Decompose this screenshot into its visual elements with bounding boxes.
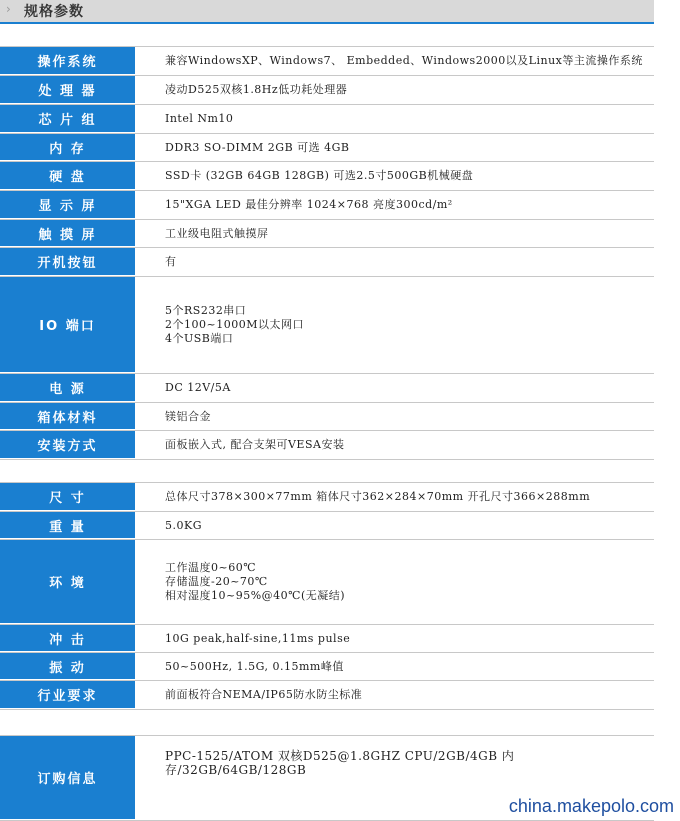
spec-value (165, 105, 654, 133)
spec-value (165, 625, 654, 652)
spec-row (0, 653, 654, 681)
spec-value-line: 15"XGA LED 最佳分辨率 1024×768 亮度300cd/m² (165, 198, 453, 211)
spec-value (165, 653, 654, 680)
spec-row (0, 220, 654, 248)
spec-label: 芯 片 组 (0, 105, 135, 133)
spec-label: 重 量 (0, 512, 135, 539)
spec-title: 规格参数 (24, 4, 84, 20)
spec-value (165, 540, 654, 624)
spec-value (165, 248, 654, 276)
spec-value-line: 5.0KG (165, 518, 202, 532)
spec-value (165, 512, 654, 539)
spec-label: 内 存 (0, 134, 135, 161)
spec-value-line: 工业级电阻式触摸屏 (165, 226, 269, 240)
spec-value (165, 483, 654, 511)
spec-label: 电 源 (0, 374, 135, 402)
spec-value (165, 403, 654, 430)
spec-row (0, 512, 654, 540)
spec-value-line: Intel Nm10 (165, 112, 234, 125)
spec-label: 触 摸 屏 (0, 220, 135, 247)
spec-value-line: SSD卡 (32GB 64GB 128GB) 可选2.5寸500GB机械硬盘 (165, 169, 474, 182)
spec-value (165, 374, 654, 402)
spec-value (165, 681, 654, 709)
spec-label: IO 端口 (0, 277, 135, 373)
spec-value-line: 5个RS232串口 (165, 304, 247, 317)
spec-label: 订购信息 (0, 736, 135, 820)
spec-label: 振 动 (0, 653, 135, 680)
spec-label: 操作系统 (0, 47, 135, 75)
spec-value (165, 162, 654, 190)
watermark: china.makepolo.com (508, 796, 674, 816)
spec-value-line: 镁铝合金 (165, 409, 211, 423)
spec-row (0, 76, 654, 105)
spec-row (0, 540, 654, 625)
spec-row (0, 625, 654, 653)
spec-value-line: DC 12V/5A (165, 381, 231, 394)
spec-label: 冲 击 (0, 625, 135, 652)
spec-label: 安装方式 (0, 431, 135, 459)
spec-value-line: DDR3 SO-DIMM 2GB 可选 4GB (165, 140, 350, 154)
spec-value-line: 总体尺寸378×300×77mm 箱体尺寸362×284×70mm 开孔尺寸366×288mm (165, 490, 591, 503)
spec-row (0, 105, 654, 134)
spec-table-system (0, 46, 654, 460)
spec-row (0, 248, 654, 277)
spec-value (165, 431, 654, 459)
spec-value-line: 10G peak,half-sine,11ms pulse (165, 631, 351, 645)
spec-label: 环 境 (0, 540, 135, 624)
spec-value-line: 工作温度0~60℃ (165, 561, 257, 574)
spec-value (165, 134, 654, 161)
spec-value (165, 191, 654, 219)
spec-row (0, 374, 654, 403)
spec-value (165, 220, 654, 247)
spec-row (0, 162, 654, 191)
spec-row (0, 681, 654, 710)
spec-value-line: 凌动D525双核1.8Hz低功耗处理器 (165, 83, 348, 96)
spec-header-bar (0, 0, 654, 24)
spec-value-line: 兼容WindowsXP、Windows7、 Embedded、Windows2000以及Linux等主流操作系统 (165, 54, 643, 67)
spec-label: 处 理 器 (0, 76, 135, 104)
spec-value (165, 277, 654, 373)
spec-label: 显 示 屏 (0, 191, 135, 219)
spec-label: 箱体材料 (0, 403, 135, 430)
spec-label: 开机按钮 (0, 248, 135, 276)
spec-table-physical (0, 482, 654, 710)
spec-row (0, 482, 654, 512)
spec-value-line: 2个100~1000M以太网口 (165, 318, 304, 331)
spec-value-line: PPC-1525/ATOM 双核D525@1.8GHZ CPU/2GB/4GB 内存/32GB/64GB/128GB (165, 749, 515, 777)
spec-value-line: 4个USB端口 (165, 332, 234, 345)
spec-row (0, 431, 654, 460)
spec-value (165, 76, 654, 104)
spec-row (0, 277, 654, 374)
spec-value-line: 前面板符合NEMA/IP65防水防尘标准 (165, 688, 363, 701)
spec-value-line: 相对湿度10~95%@40℃(无凝结) (165, 589, 346, 602)
spec-row (0, 134, 654, 162)
spec-value-line: 存储温度-20~70℃ (165, 575, 268, 588)
spec-value-line: 有 (165, 255, 177, 268)
spec-row (0, 46, 654, 76)
spec-row (0, 191, 654, 220)
spec-row (0, 403, 654, 431)
spec-value (165, 47, 654, 75)
spec-value-line: 50~500Hz, 1.5G, 0.15mm峰值 (165, 659, 344, 673)
spec-value-line: 面板嵌入式, 配合支架可VESA安装 (165, 438, 345, 451)
chevron-right-icon: › (6, 2, 11, 16)
spec-label: 硬 盘 (0, 162, 135, 190)
spec-label: 尺 寸 (0, 483, 135, 511)
spec-label: 行业要求 (0, 681, 135, 709)
